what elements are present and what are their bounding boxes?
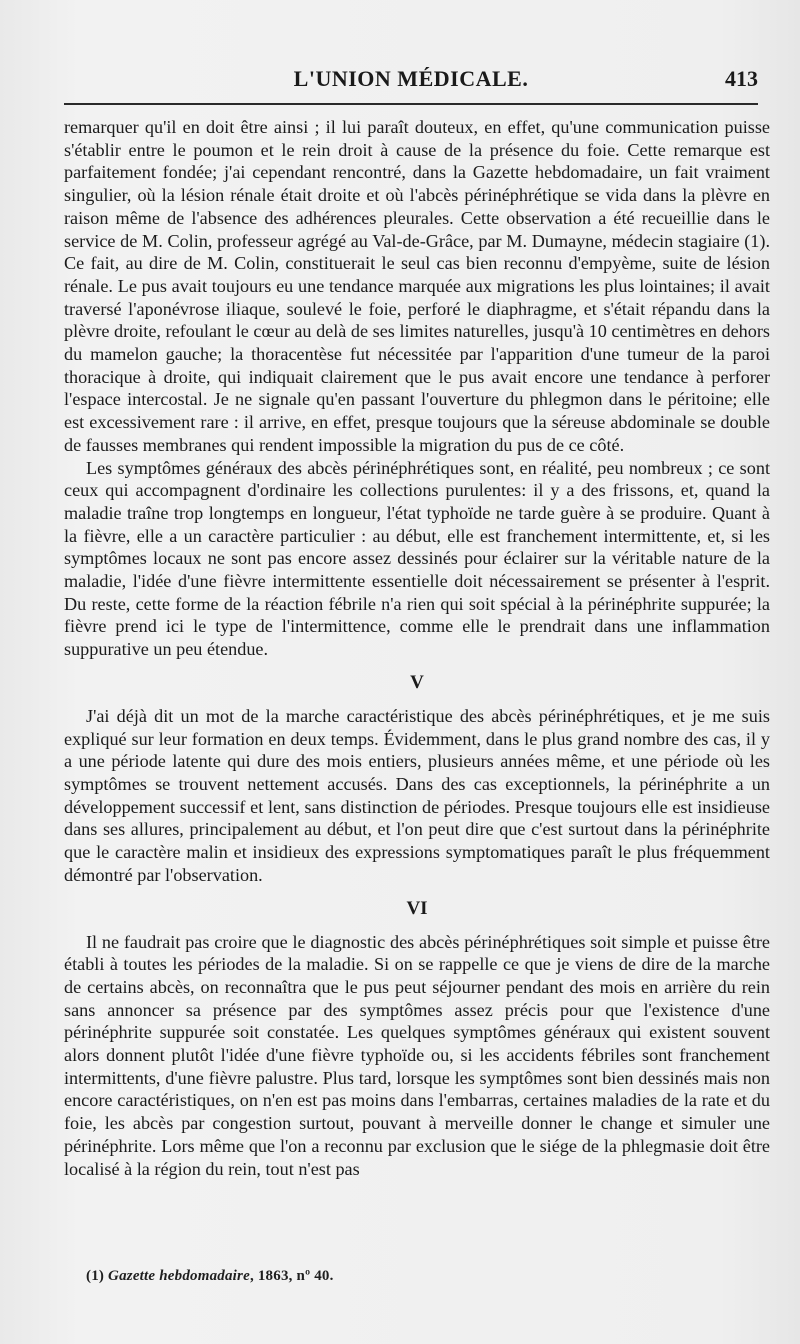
footnote	[86, 1268, 334, 1285]
paragraph-1: remarquer qu'il en doit être ainsi ; il lui paraît douteux, en effet, qu'une communication puisse s'établir entre le poumon et le rein droit à cause de la présence du foie. Cette remarque est parfaitement fondée; j'ai cependant rencontré, dans la Gazette hebdomadaire, un fait vraiment singulier, où la lésion rénale était droite et où l'abcès périnéphrétique se vida dans la plèvre en raison même de l'absence des adhérences pleurales. Cette observation a été recueillie dans le service de M. Colin, professeur agrégé au Val-de-Grâce, par M. Dumayne, médecin stagiaire (1). Ce fait, au dire de M. Colin, constituerait le seul cas bien reconnu d'empyème, suite de lésion rénale. Le pus avait toujours eu une tendance marquée aux migrations les plus lointaines; il avait traversé l'aponévrose iliaque, soulevé le foie, perforé le diaphragme, et s'était répandu dans la plèvre droite, refoulant le cœur au delà de ses limites naturelles, jusqu'à 10 centimètres en dehors du mamelon gauche; la thoracentèse fut nécessitée par l'apparition d'une tumeur de la paroi thoracique à droite, qui indiquait clairement que le pus avait encore une tendance à perforer l'espace intercostal. Je ne signale qu'en passant l'ouverture du phlegmon dans le péritoine; elle est excessivement rare : il arrive, en effet, presque toujours que la séreuse abdominale se double de fausses membranes qui rendent impossible la migration du pus de ce côté.	[64, 117, 770, 455]
section-vi-paragraph: Il ne faudrait pas croire que le diagnostic des abcès périnéphrétiques soit simple et puisse être établi à toutes les périodes de la maladie. Si on se rappelle ce que je viens de dire de la marche de certains abcès, on reconnaîtra que le pus peut séjourner pendant des mois en arrière du rein sans annoncer sa présence par des symptômes assez précis pour que l'existence d'une périnéphrite suppurée soit constatée. Les quelques symptômes généraux qui existent souvent alors donnent plutôt l'idée d'une fièvre typhoïde ou, si les accidents fébriles sont franchement intermittents, d'une fièvre palustre. Plus tard, lorsque les symptômes sont bien dessinés mais non encore caractéristiques, on n'en est pas moins dans l'embarras, certaines maladies de la rate et du foie, les abcès par congestion surtout, pouvant à merveille donner le change et simuler une périnéphrite. Lors même que l'on a reconnu par exclusion que le siége de la phlegmasie doit être localisé à la région du rein, tout n'est pas	[64, 931, 770, 1179]
section-heading-v: V	[410, 671, 424, 693]
section-heading-vi: VI	[406, 897, 428, 919]
article-body	[64, 116, 770, 1180]
footnote-marker: (1)	[86, 1268, 105, 1284]
section-v-paragraph: J'ai déjà dit un mot de la marche caractéristique des abcès périnéphrétiques, et je me suis expliqué sur leur formation en deux temps. Évidemment, dans le plus grand nombre des cas, il y a une période latente qui dure des mois entiers, plusieurs années même, et une période où les symptômes se trouvent nettement accusés. Dans des cas exceptionnels, la périnéphrite a un développement successif et lent, sans distinction de périodes. Presque toujours elle est insidieuse dans ses allures, principalement au début, et l'on peut dire que c'est surtout dans la périnéphrite que le caractère malin et insidieux des expressions symptomatiques paraît le plus fréquemment démontré par l'observation.	[64, 705, 770, 885]
page-header	[64, 66, 758, 102]
footnote-source: Gazette hebdomadaire	[108, 1268, 250, 1284]
page-number: 413	[725, 66, 758, 91]
footnote-details: , 1863, nº 40.	[249, 1268, 334, 1284]
paragraph-2: Les symptômes généraux des abcès périnéphrétiques sont, en réalité, peu nombreux ; ce sont ceux qui accompagnent d'ordinaire les collections purulentes: il y a des frissons, et, quand la maladie traîne trop longtemps en longueur, l'état typhoïde ne tarde guère à se produire. Quant à la fièvre, elle a un caractère particulier : au début, elle est franchement intermittente, et, si les symptômes locaux ne sont pas encore assez dessinés pour éclairer sur la véritable nature de la maladie, l'idée d'une fièvre intermittente essentielle doit nécessairement se présenter à l'esprit. Du reste, cette forme de la réaction fébrile n'a rien qui soit spécial à la périnéphrite suppurée; la fièvre prend ici le type de l'intermittence, comme elle le prendrait dans une inflammation suppurative un peu étendue.	[64, 457, 770, 660]
header-rule	[64, 103, 758, 105]
page-title: L'UNION MÉDICALE.	[293, 66, 529, 91]
